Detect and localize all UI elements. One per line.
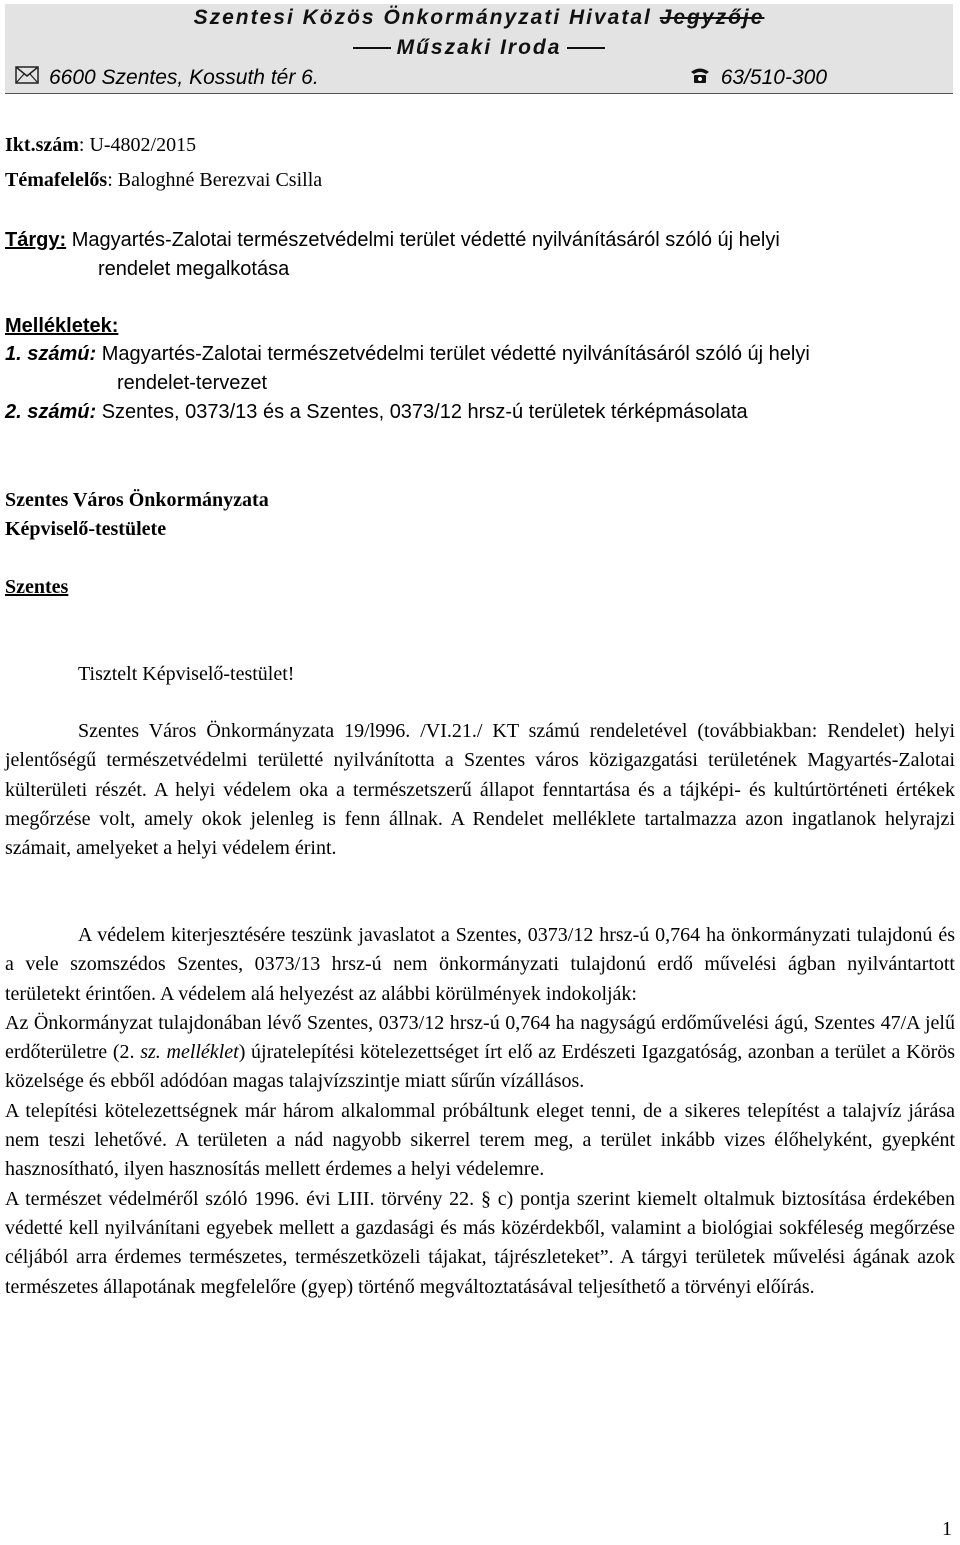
registration-number: Ikt.szám: U-4802/2015 <box>5 134 197 156</box>
attachment-item: 2. számú: Szentes, 0373/13 és a Szentes, 0373/12 hrsz-ú területek térképmásolata <box>5 401 748 423</box>
addressee-line-1: Szentes Város Önkormányzata <box>5 489 269 511</box>
letterhead-title: Szentesi Közös Önkormányzati Hivatal Jegyzője <box>193 6 765 29</box>
salutation: Tisztelt Képviselő-testület! <box>78 663 295 685</box>
subject-line-2: rendelet megalkotása <box>98 258 290 280</box>
envelope-icon <box>15 66 39 90</box>
attachments-heading: Mellékletek: <box>5 315 119 337</box>
page-number: 1 <box>942 1518 952 1540</box>
letterhead-subtitle: Műszaki Iroda <box>5 36 953 60</box>
letterhead <box>5 4 953 94</box>
addressee-line-2: Képviselő-testülete <box>5 518 167 540</box>
body-paragraph-3: Az Önkormányzat tulajdonában lévő Szentes, 0373/12 hrsz-ú 0,764 ha nagyságú erdőművelési ágú, Szentes 47/A jelű erdőterületre (2. sz. melléklet) újratelepítési kötelezettséget írt elő az Erdészeti Igazgatóság, azonban a terület a Körös közelsége és ebből adódóan magas talajvízszintje miatt sűrűn vízállásos. <box>5 1011 956 1093</box>
body-paragraph-2: A védelem kiterjesztésére teszünk javaslatot a Szentes, 0373/12 hrsz-ú 0,764 ha önkormányzati tulajdonú és a vele szomszédos Szentes, 0373/13 hrsz-ú nem önkormányzati tulajdonú erdő művelési ágban nyilvántartott területekt érintően. A védelem alá helyezést az alábbi körülmények indokolják: Az Önkormányzat tulajdonában lévő Szentes, 0373/12 hrsz-ú 0,764 ha nagyságú erdőművelési ágú, Szentes 47/A jelű erdőterületre (2. sz. melléklet) újratelepítési kötelezettséget írt elő az Erdészeti Igazgatóság, azonban a terület a Körös közelsége és ebből adódóan magas talajvízszintje miatt sűrűn vízállásos. A telepítési kötelezettségnek már három alkalommal próbáltunk eleget tenni, de a sikeres telepítést a talajvíz járása nem teszi lehetővé. A területen a nád nagyobb sikerrel terem meg, a terület inkább vizes élőhelyként, gyepként hasznosítható, ilyen hasznosítás mellett érdemes a helyi védelemre. A természet védelméről szóló 1996. évi LIII. törvény 22. § c) pontja szerint kiemelt oltalmuk biztosítása érdekében védetté kell nyilvánítani egyebek mellett a gazdasági és más közérdekből, valamint a biológiai sokféleség megőrzése céljából arra érdemes természetes, természetközeli tájakat, tájrészleteket”. A tárgyi területek művelési ágának azok természetes állapotának megfelelőre (gyep) történő megváltoztatásával teljesíthető a törvényi előírás. <box>5 921 955 1302</box>
addressee-city: Szentes <box>5 576 69 598</box>
case-officer: Témafelelős: Baloghné Berezvai Csilla <box>5 169 323 191</box>
letterhead-address: 6600 Szentes, Kossuth tér 6. <box>15 66 319 90</box>
subject-label: Tárgy: <box>5 229 67 251</box>
body-paragraph-5: A természet védelméről szóló 1996. évi LIII. törvény 22. § c) pontja szerint kiemelt oltalmuk biztosítása érdekében védetté kell nyilvánítani egyebek mellett a gazdasági és más közérdekből, valamint a biológiai sokféleség megőrzése céljából arra érdemes természetes, természetközeli tájakat, tájrészleteket”. A tárgyi területek művelési ágának azok természetes állapotának megfelelőre (gyep) történő megváltoztatásával teljesíthető a törvényi előírás. <box>5 1187 955 1298</box>
body-paragraph-1: Szentes Város Önkormányzata 19/l996. /VI.21./ KT számú rendeletével (továbbiakban: Rendelet) helyi jelentőségű természetvédelmi területté nyilvánította a Szentes város közigazgatási területének Magyartés-Zalotai külterületi részét. A helyi védelem oka a természetszerű állapot fenntartása és a tájképi- és kultúrtörténeti értékek megőrzése volt, amely okok jelenleg is fenn állnak. A Rendelet melléklete tartalmazza azon ingatlanok helyrajzi számait, amelyeket a helyi védelem érint. <box>5 720 955 860</box>
body-paragraph-4: A telepítési kötelezettségnek már három alkalommal próbáltunk eleget tenni, de a sikeres telepítést a talajvíz járása nem teszi lehetővé. A területen a nád nagyobb sikerrel terem meg, a terület inkább vizes élőhelyként, gyepként hasznosítható, ilyen hasznosítás mellett érdemes a helyi védelemre. <box>5 1099 955 1181</box>
attachment-item-cont: rendelet-tervezet <box>117 372 268 394</box>
attachment-item: 1. számú: Magyartés-Zalotai természetvédelmi terület védetté nyilvánításáról szóló új helyi <box>5 343 810 365</box>
subject-line: Tárgy: Magyartés-Zalotai természetvédelmi terület védetté nyilvánításáról szóló új helyi <box>5 229 780 251</box>
telephone-icon <box>689 66 711 90</box>
letterhead-phone: 63/510-300 <box>689 66 827 90</box>
letterhead-title-struck: Jegyzője <box>659 6 765 29</box>
